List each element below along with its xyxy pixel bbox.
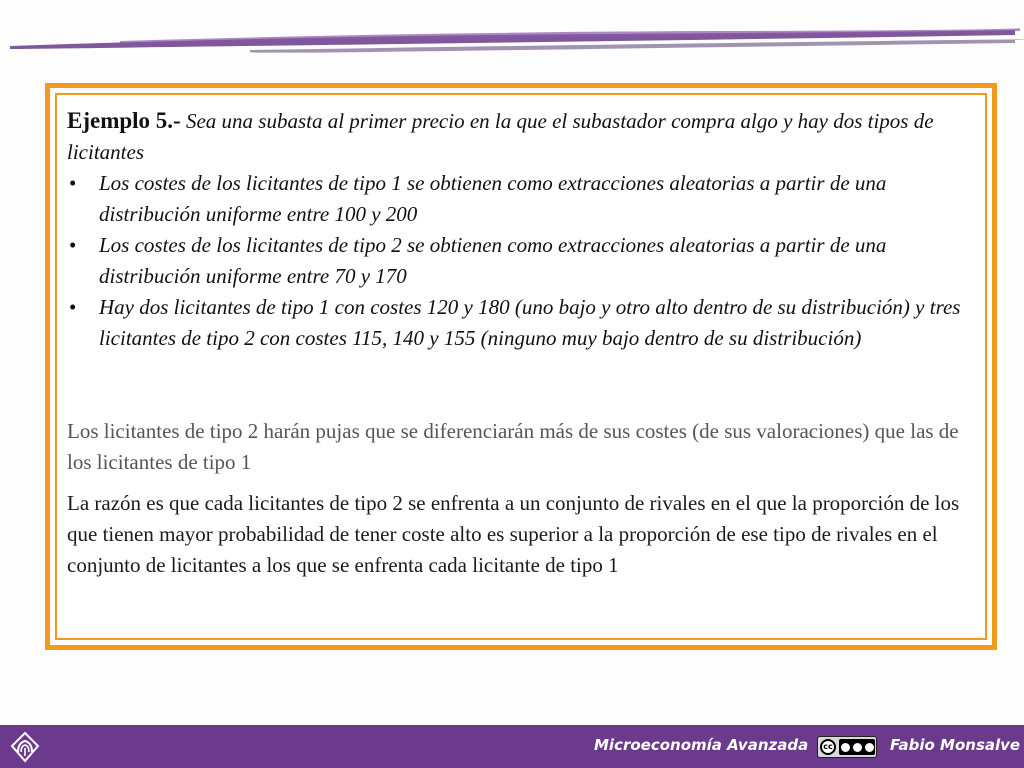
author-name: Fabio Monsalve: [890, 736, 1021, 754]
bullet-item: • Hay dos licitantes de tipo 1 con costes 120 y 180 (uno bajo y otro alto dentro de su distribución) y tres licitantes de tipo 2 con costes 115, 140 y 155 (ninguno muy bajo dentro de su distribución): [67, 292, 973, 354]
example-title: Ejemplo 5.-: [67, 108, 181, 133]
paragraph-reason: La razón es que cada licitantes de tipo 2 se enfrenta a un conjunto de rivales en el que la proporción de los que tienen mayor probabilidad de tener coste alto es superior a la proporción de ese tipo de rivales en el conjunto de licitantes a los que se enfrenta cada licitante de tipo 1: [67, 491, 960, 577]
bullet-item: • Los costes de los licitantes de tipo 2 se obtienen como extracciones aleatorias a partir de una distribución uniforme entre 70 y 170: [67, 230, 973, 292]
bullet-list: [67, 168, 973, 354]
example-description: Sea una subasta al primer precio en la que el subastador compra algo y hay dos tipos de licitantes: [67, 109, 934, 164]
footer-bar: [0, 725, 1024, 768]
paragraph-conclusion: Los licitantes de tipo 2 harán pujas que se diferenciarán más de sus costes (de sus valoraciones) que las de los licitantes de tipo 1: [67, 419, 959, 474]
decorative-brush-strokes: [0, 18, 1024, 58]
university-logo-icon: [8, 730, 42, 764]
course-title: Microeconomía Avanzada: [594, 736, 809, 754]
bullet-item: • Los costes de los licitantes de tipo 1 se obtienen como extracciones aleatorias a partir de una distribución uniforme entre 100 y 200: [67, 168, 973, 230]
content-frame: [45, 83, 997, 650]
content-body: [55, 93, 987, 640]
cc-by-nc-sa-icon: cc: [817, 736, 877, 758]
example-heading: [67, 105, 973, 168]
